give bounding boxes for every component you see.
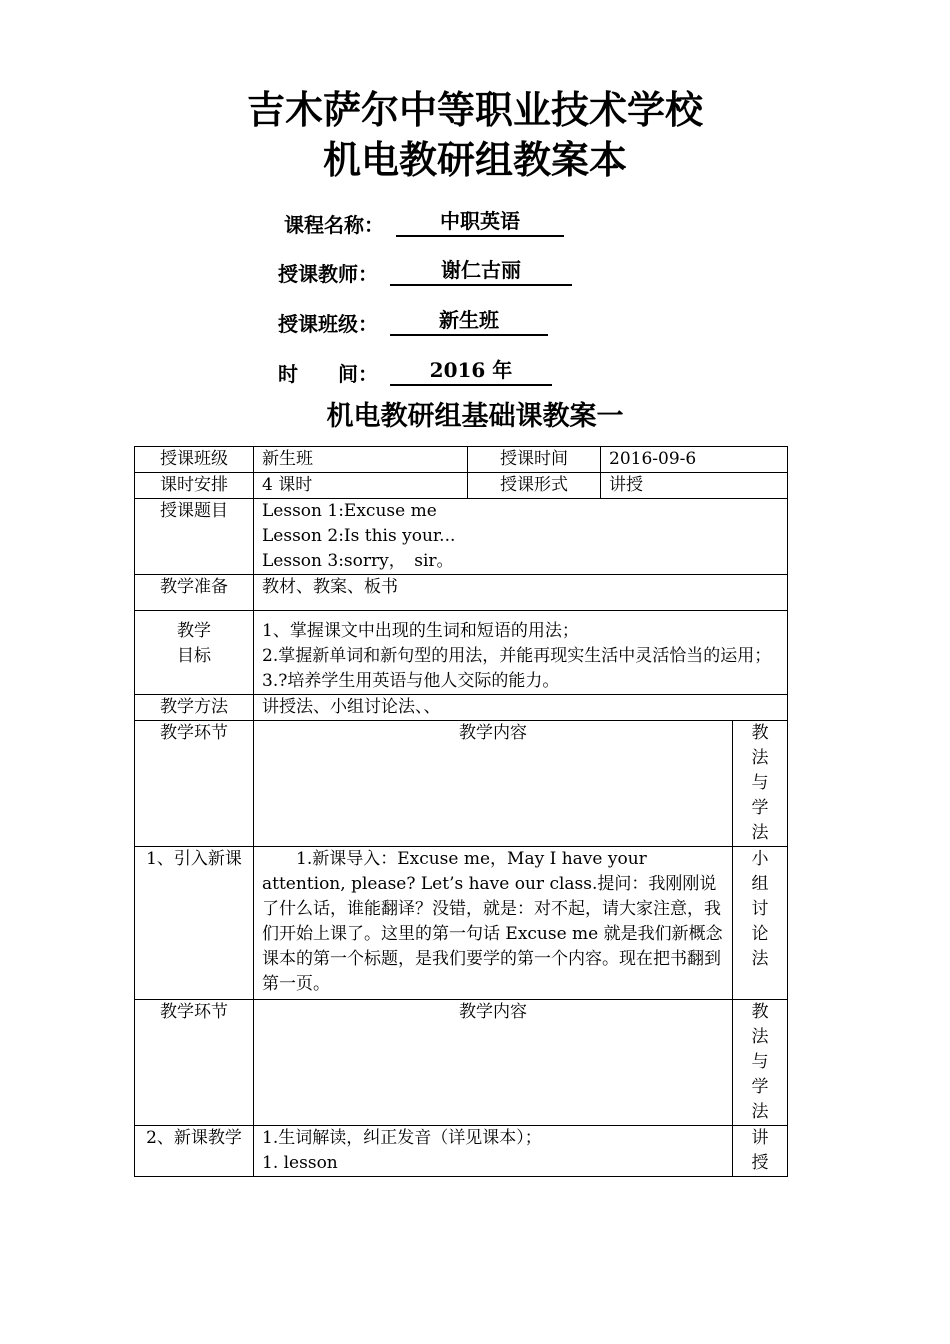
lesson-plan-table	[134, 446, 788, 1177]
class-label-cell: 授课班级	[135, 447, 254, 473]
teacher-value: 谢仁古丽	[390, 254, 572, 286]
approach-char: 论	[751, 924, 769, 944]
goal-line: 1、掌握课文中出现的生词和短语的用法；	[262, 621, 579, 641]
goal-value-cell	[254, 611, 788, 695]
course-label: 课程名称：	[284, 213, 384, 237]
approach-char: 法	[751, 949, 769, 969]
table-row	[135, 1126, 788, 1177]
approach-char: 教	[751, 1002, 769, 1022]
table-row	[135, 473, 788, 499]
approach-char: 授	[751, 1153, 769, 1173]
method-label-cell: 教学方法	[135, 695, 254, 721]
approach-char: 法	[751, 823, 769, 843]
approach-char: 组	[751, 874, 769, 894]
table-row	[135, 499, 788, 575]
stage2-label-cell: 2、新课教学	[135, 1126, 254, 1177]
school-title: 吉木萨尔中等职业技术学校	[246, 87, 703, 132]
approach-char: 与	[751, 773, 769, 793]
topic-line: Lesson 1:Excuse me	[262, 501, 437, 521]
class-value-cell: 新生班	[254, 447, 468, 473]
topic-line: Lesson 3:sorry， sir。	[262, 551, 454, 571]
table-row	[135, 695, 788, 721]
table-row	[135, 721, 788, 847]
hours-label-cell: 课时安排	[135, 473, 254, 499]
method-value-cell: 讲授法、小组讨论法、、	[254, 695, 788, 721]
table-row	[135, 847, 788, 1000]
stage-header-cell: 教学环节	[135, 1000, 254, 1126]
approach-char: 法	[751, 748, 769, 768]
topic-value-cell	[254, 499, 788, 575]
approach-char: 讨	[751, 899, 769, 919]
approach-char: 法	[751, 1102, 769, 1122]
approach-char: 法	[751, 1027, 769, 1047]
prep-label-cell: 教学准备	[135, 575, 254, 611]
plan-title: 机电教研组基础课教案一	[326, 401, 624, 432]
hours-value-cell: 4 课时	[254, 473, 468, 499]
content-header-cell: 教学内容	[254, 1000, 733, 1126]
goal-label-line: 目标	[177, 646, 211, 666]
teacher-label: 授课教师：	[278, 262, 378, 286]
form-label-cell: 授课形式	[468, 473, 601, 499]
content-header-cell: 教学内容	[254, 721, 733, 847]
goal-label-line: 教学	[177, 621, 211, 641]
course-value: 中职英语	[396, 205, 564, 237]
time-value: 2016 年	[390, 354, 552, 386]
approach-char: 教	[751, 723, 769, 743]
date-label-cell: 授课时间	[468, 447, 601, 473]
approach-header-cell	[733, 1000, 788, 1126]
goal-label-cell	[135, 611, 254, 695]
stage2-content-cell	[254, 1126, 733, 1177]
approach-char: 与	[751, 1052, 769, 1072]
stage-header-cell: 教学环节	[135, 721, 254, 847]
approach-char: 讲	[751, 1128, 769, 1148]
approach-header-cell	[733, 721, 788, 847]
table-row	[135, 611, 788, 695]
topic-line: Lesson 2:Is this your...	[262, 526, 456, 546]
stage2-approach-cell	[733, 1126, 788, 1177]
form-value-cell: 讲授	[601, 473, 788, 499]
book-title: 机电教研组教案本	[322, 137, 627, 182]
date-value-cell: 2016-09-6	[601, 447, 788, 473]
goal-line: 2.掌握新单词和新句型的用法，并能再现实生活中灵活恰当的运用；	[262, 646, 772, 666]
stage1-approach-cell	[733, 847, 788, 1000]
class-value: 新生班	[390, 304, 548, 336]
stage2-line: 1. lesson	[262, 1153, 338, 1173]
stage1-content-cell: 1.新课导入：Excuse me，May I have your attention, please? Let’s have our class.提问：我刚刚说了什么话，谁能翻译？没错，就是：对不起，请大家注意，我们开始上课了。这里的第一句话 Excuse me 就是我们新概念课本的第一个标题，是我们要学的第一个内容。现在把书翻到第一页。	[254, 847, 733, 1000]
table-row	[135, 575, 788, 611]
approach-char: 小	[751, 849, 769, 869]
approach-char: 学	[751, 1077, 769, 1097]
prep-value-cell: 教材、教案、板书	[254, 575, 788, 611]
time-label: 时 间：	[278, 362, 378, 386]
goal-line: 3.?培养学生用英语与他人交际的能力。	[262, 671, 560, 691]
table-row	[135, 447, 788, 473]
topic-label-cell: 授课题目	[135, 499, 254, 575]
table-row	[135, 1000, 788, 1126]
stage1-label-cell: 1、引入新课	[135, 847, 254, 1000]
class-label: 授课班级：	[278, 312, 378, 336]
stage2-line: 1.生词解读，纠正发音（详见课本）；	[262, 1128, 542, 1148]
approach-char: 学	[751, 798, 769, 818]
